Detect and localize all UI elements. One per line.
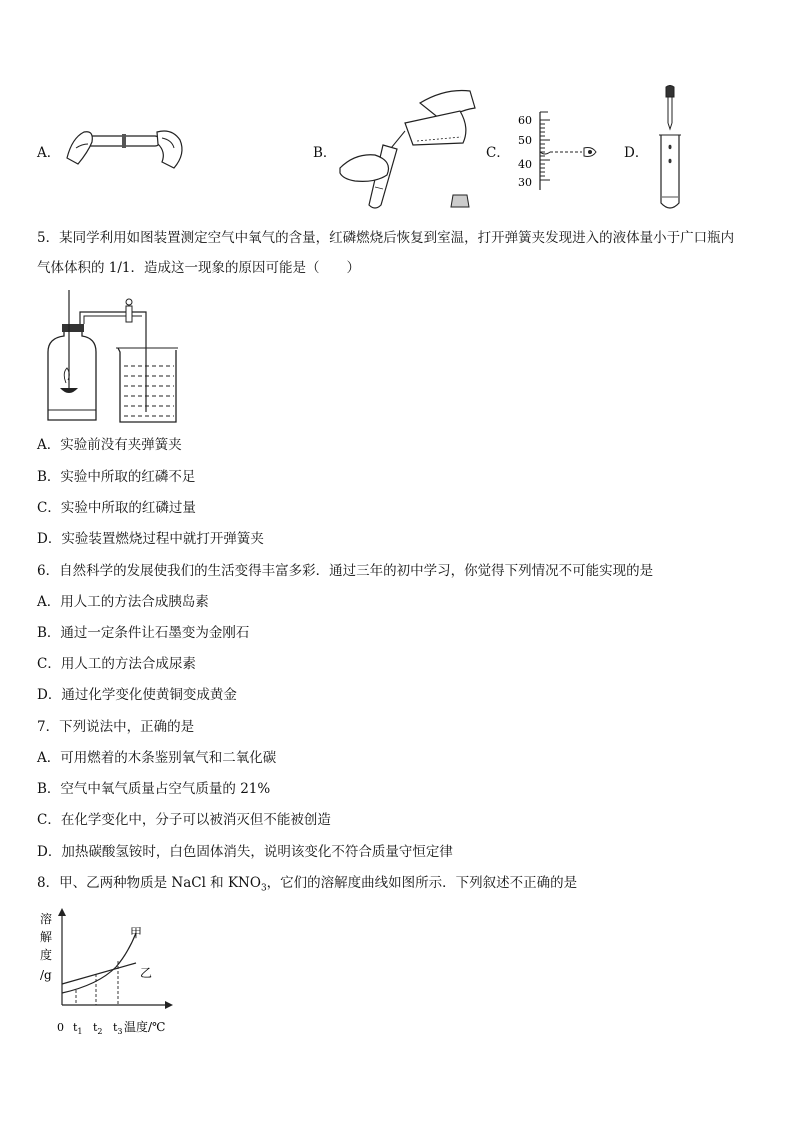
q5-option-c[interactable]: C．实验中所取的红磷过量	[37, 500, 196, 516]
q5-apparatus-figure	[36, 288, 186, 428]
q5-stem-line2: 气体体积的 1/1．造成这一现象的原因可能是（ ）	[37, 260, 361, 276]
q7-option-d[interactable]: D．加热碳酸氢铵时，白色固体消失，说明该变化不符合质量守恒定律	[37, 844, 453, 860]
q4-figure-a-hands-heating-tube	[62, 118, 192, 178]
q6-option-b[interactable]: B．通过一定条件让石墨变为金刚石	[37, 625, 250, 641]
label-yi: 乙	[140, 966, 153, 980]
q4-figure-b-pouring-liquid	[335, 83, 485, 213]
q4-option-c-label[interactable]: C．	[486, 145, 510, 161]
cylinder-tick-50: 50	[518, 134, 532, 147]
q4-option-d-label[interactable]: D．	[624, 145, 649, 161]
q7-option-a[interactable]: A．可用燃着的木条鉴别氧气和二氧化碳	[37, 750, 277, 766]
q5-option-a[interactable]: A．实验前没有夹弹簧夹	[37, 437, 182, 453]
q8-solubility-graph	[36, 905, 186, 1045]
cylinder-tick-30: 30	[518, 176, 532, 189]
q5-option-b[interactable]: B．实验中所取的红磷不足	[37, 469, 196, 485]
graph-t3: $t_3$	[113, 1021, 123, 1036]
q6-option-d[interactable]: D．通过化学变化使黄铜变成黄金	[37, 687, 237, 703]
cylinder-tick-40: 40	[518, 158, 532, 171]
q6-option-c[interactable]: C．用人工的方法合成尿素	[37, 656, 196, 672]
q8-stem-part-a: 8．甲、乙两种物质是 NaCl 和 KNO	[37, 875, 261, 891]
q4-option-b-label[interactable]: B．	[313, 145, 337, 161]
graph-t2: $t_2$	[93, 1021, 103, 1036]
graph-origin: 0	[57, 1021, 64, 1034]
graph-ylabel-char-4: /g	[40, 968, 52, 982]
label-jia: 甲	[130, 926, 143, 940]
graph-ylabel-char-2: 解	[40, 930, 53, 944]
q7-option-c[interactable]: C．在化学变化中，分子可以被消灭但不能被创造	[37, 812, 331, 828]
q7-stem: 7．下列说法中，正确的是	[37, 719, 195, 735]
q8-stem-part-b: ，它们的溶解度曲线如图所示．下列叙述不正确的是	[266, 875, 578, 891]
graph-ylabel-char-3: 度	[40, 948, 53, 962]
q6-stem: 6．自然科学的发展使我们的生活变得丰富多彩．通过三年的初中学习，你觉得下列情况不可能实现的是	[37, 563, 654, 579]
cylinder-tick-60: 60	[518, 114, 532, 127]
curve-yi	[62, 963, 136, 984]
q4-option-a-label[interactable]: A．	[37, 145, 61, 161]
q5-option-d[interactable]: D．实验装置燃烧过程中就打开弹簧夹	[37, 531, 264, 547]
q5-stem-line1: 5．某同学利用如图装置测定空气中氧气的含量，红磷燃烧后恢复到室温，打开弹簧夹发现进入的液体量小于广口瓶内	[37, 230, 735, 246]
q4-figure-d-dropper-into-tube	[655, 85, 685, 215]
q8-stem	[37, 874, 577, 898]
q4-figure-c-graduated-cylinder-reading	[512, 108, 602, 193]
q8-stem-subscript: 3	[260, 883, 267, 894]
curve-jia	[62, 933, 136, 993]
q6-option-a[interactable]: A．用人工的方法合成胰岛素	[37, 594, 209, 610]
graph-t1: $t_1$	[73, 1021, 83, 1036]
q7-option-b[interactable]: B．空气中氧气质量占空气质量的 21%	[37, 781, 271, 797]
graph-ylabel-char-1: 溶	[40, 912, 53, 926]
graph-xlabel: 温度/℃	[124, 1020, 166, 1034]
